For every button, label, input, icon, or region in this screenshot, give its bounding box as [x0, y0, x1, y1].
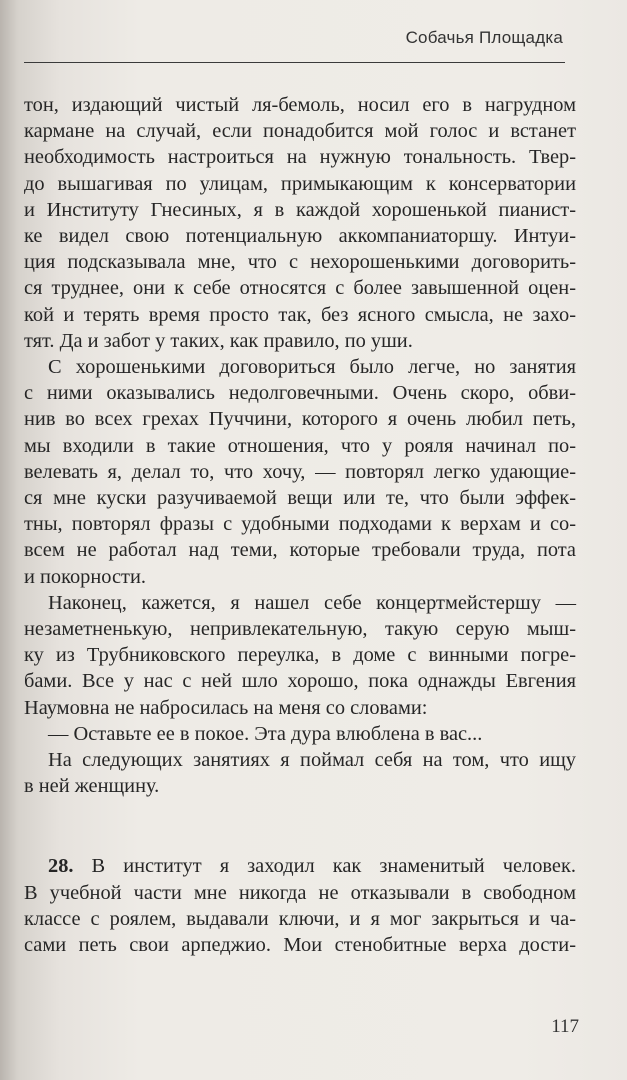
text-line: ся мне куски разучиваемой вещи или те, что были эффек- — [24, 487, 576, 510]
text-line: тны, повторял фразы с удобными подходами к верхам и со- — [24, 513, 576, 536]
text-line: сами петь свои арпеджио. Мои стенобитные верха дости- — [24, 934, 576, 957]
text-line: необходимость настроиться на нужную тональность. Твер- — [24, 146, 576, 169]
dialogue-line — [24, 721, 576, 747]
section-first-line: В институт я заходил как знаменитый человек. — [73, 855, 576, 878]
text-line: тят. Да и забот у таких, как правило, по уши. — [24, 329, 413, 352]
text-line: нив во всех грехах Пуччини, которого я очень любил петь, — [24, 408, 576, 431]
text-line: до вышагивая по улицам, примыкающим к консерватории — [24, 172, 576, 195]
section-28 — [24, 853, 576, 958]
running-header — [24, 22, 565, 63]
paragraph-1 — [24, 92, 576, 354]
text-line: Наумовна не набросилась на меня со словами: — [24, 696, 428, 719]
text-line: всем не работал над теми, которые требовали труда, пота — [24, 539, 576, 562]
text-line: и Институту Гнесиных, я в каждой хорошенькой пианист- — [24, 198, 576, 221]
running-header-title: Собачья Площадка — [405, 28, 563, 47]
text-line: С хорошенькими договориться было легче, но занятия — [48, 356, 576, 379]
text-line: ция подсказывала мне, что с нехорошенькими договорить- — [24, 251, 576, 274]
section-number: 28. — [48, 855, 74, 878]
paragraph-2 — [24, 354, 576, 590]
section-break — [24, 799, 576, 853]
text-line: мы входили в такие отношения, что у рояля начинал по- — [24, 434, 576, 457]
text-line: Наконец, кажется, я нашел себе концертмейстершу — — [48, 591, 576, 614]
paragraph-3 — [24, 590, 576, 721]
text-line: ке видел свою потенциальную аккомпаниаторшу. Интуи- — [24, 225, 576, 248]
text-line: ся труднее, они к себе относятся с более завышенной оцен- — [24, 277, 576, 300]
text-line: — Оставьте ее в покое. Эта дура влюблена в вас... — [48, 722, 483, 745]
text-line: и покорности. — [24, 565, 146, 588]
text-line: велевать я, делал то, что хочу, — повторял легко удающие- — [24, 460, 576, 483]
text-line: кармане на случай, если понадобится мой голос и встанет — [24, 120, 576, 143]
text-line: незаметненькую, непривлекательную, такую серую мыш- — [24, 618, 576, 641]
text-line: классе с роялем, выдавали ключи, и я мог закрыться и ча- — [24, 907, 576, 930]
text-line: с ними оказывались недолговечными. Очень скоро, обви- — [24, 382, 576, 405]
body-text — [24, 92, 576, 958]
paragraph-5 — [24, 747, 576, 799]
text-line: тон, издающий чистый ля-бемоль, носил его в нагрудном — [24, 94, 576, 116]
page-number: 117 — [551, 1016, 579, 1037]
text-line: в ней женщину. — [24, 775, 160, 798]
text-line: ку из Трубниковского переулка, в доме с винными погре- — [24, 644, 576, 667]
text-line: кой и терять время просто так, без ясного смысла, не захо- — [24, 303, 576, 326]
text-line: На следующих занятиях я поймал себя на том, что ищу — [48, 749, 576, 772]
text-line: В учебной части мне никогда не отказывали в свободном — [24, 881, 576, 904]
text-line: бами. Все у нас с ней шло хорошо, пока однажды Евгения — [24, 670, 576, 693]
text-line — [24, 853, 576, 879]
